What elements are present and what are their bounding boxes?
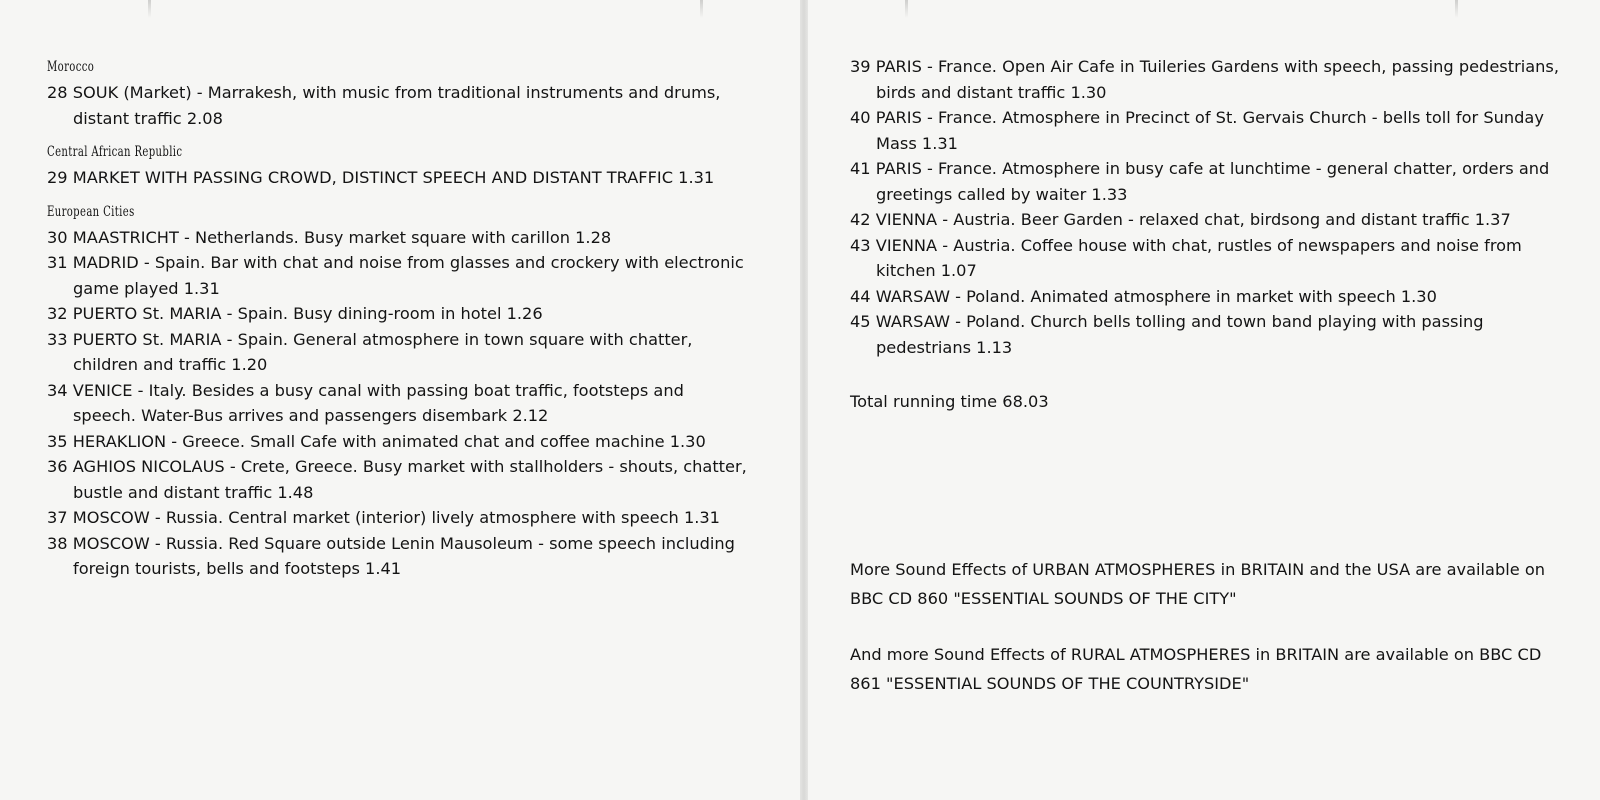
track-38: 38 MOSCOW - Russia. Red Square outside Lenin Mausoleum - some speech including foreign tourists, bells and footsteps 1.41: [47, 533, 735, 578]
track-41: 41 PARIS - France. Atmosphere in busy cafe at lunchtime - general chatter, orders and greetings called by waiter 1.33: [850, 159, 1550, 204]
track-40: 40 PARIS - France. Atmosphere in Precinct of St. Gervais Church - bells toll for Sunday Mass 1.31: [850, 108, 1544, 153]
track-34: 34 VENICE - Italy. Besides a busy canal with passing boat traffic, footsteps and speech. Water-Bus arrives and passengers disembark 2.12: [47, 380, 684, 425]
track-37: 37 MOSCOW - Russia. Central market (interior) lively atmosphere with speech 1.31: [47, 508, 720, 527]
track-32: 32 PUERTO St. MARIA - Spain. Busy dining-room in hotel 1.26: [47, 304, 543, 323]
right-column: [850, 54, 1570, 714]
track-42: 42 VIENNA - Austria. Beer Garden - relaxed chat, birdsong and distant traffic 1.37: [850, 210, 1511, 229]
rural-atmospheres-note: And more Sound Effects of RURAL ATMOSPHERES in BRITAIN are available on BBC CD 861 "ESSENTIAL SOUNDS OF THE COUNTRYSIDE": [850, 644, 1542, 693]
section-heading-morocco: Morocco: [47, 59, 95, 75]
track-45: 45 WARSAW - Poland. Church bells tolling and town band playing with passing pedestrians 1.13: [850, 312, 1484, 357]
urban-atmospheres-note: More Sound Effects of URBAN ATMOSPHERES in BRITAIN and the USA are available on BBC CD 860 "ESSENTIAL SOUNDS OF THE CITY": [850, 559, 1545, 608]
section-heading-european-cities: European Cities: [47, 203, 135, 220]
track-28: 28 SOUK (Market) - Marrakesh, with music from traditional instruments and drums, distant traffic 2.08: [47, 83, 721, 128]
crease-mark: [148, 0, 151, 18]
track-43: 43 VIENNA - Austria. Coffee house with chat, rustles of newspapers and noise from kitchen 1.07: [850, 235, 1522, 280]
track-30: 30 MAASTRICHT - Netherlands. Busy market square with carillon 1.28: [47, 227, 612, 247]
track-39: 39 PARIS - France. Open Air Cafe in Tuileries Gardens with speech, passing pedestrians, birds and distant traffic 1.30: [850, 57, 1559, 102]
track-44: 44 WARSAW - Poland. Animated atmosphere in market with speech 1.30: [850, 286, 1437, 306]
track-29: 29 MARKET WITH PASSING CROWD, DISTINCT SPEECH AND DISTANT TRAFFIC 1.31: [47, 168, 715, 187]
crease-mark: [905, 0, 908, 18]
track-33: 33 PUERTO St. MARIA - Spain. General atmosphere in town square with chatter, children and traffic 1.20: [47, 329, 693, 374]
track-36: 36 AGHIOS NICOLAUS - Crete, Greece. Busy market with stallholders - shouts, chatter, bustle and distant traffic 1.48: [47, 457, 747, 502]
crease-mark: [700, 0, 703, 18]
track-31: 31 MADRID - Spain. Bar with chat and noise from glasses and crockery with electronic game played 1.31: [47, 253, 744, 298]
center-fold: [800, 0, 808, 800]
total-running-time: Total running time 68.03: [850, 392, 1049, 411]
crease-mark: [1455, 0, 1458, 18]
section-heading-central-african-republic: Central African Republic: [47, 144, 183, 160]
left-column: [47, 56, 747, 582]
track-35: 35 HERAKLION - Greece. Small Cafe with animated chat and coffee machine 1.30: [47, 431, 706, 451]
